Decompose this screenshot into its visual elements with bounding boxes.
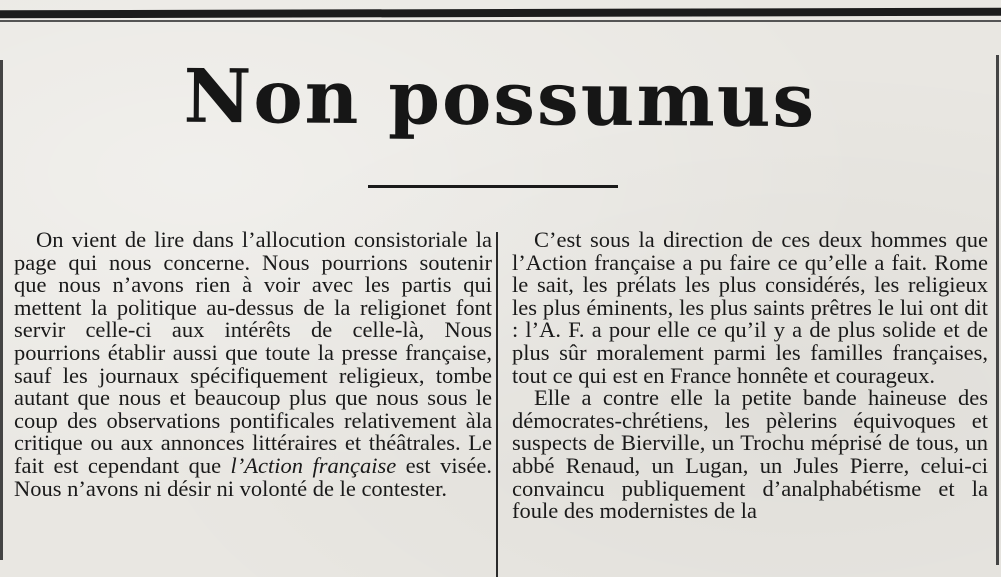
- right-paragraph-1: C’est sous la direction de ces deux hommes que l’Action française a pu faire ce qu’elle a fait. Rome le sait, les prélats les plus considérés, les religieux les plus éminents, les plus saints prêtres le lui ont dit : l’A. F. a pour elle ce qu’il y a de plus solide et de plus sûr moralement parmi les familles françaises, tout ce qui est en France honnête et courageux.: [512, 227, 988, 388]
- left-paragraph: [14, 229, 492, 500]
- headline-underline-rule: [368, 185, 618, 188]
- article-headline: Non possumus: [183, 53, 817, 145]
- right-column-border: [996, 55, 999, 565]
- right-paragraph-2: Elle a contre elle la petite bande haineuse des démocrates-chrétiens, les pèlerins équivoques et suspects de Bierville, un Trochu méprisé de tous, un abbé Renaud, un Lugan, un Jules Pierre, celui-ci convaincu publiquement d’analphabétisme et la foule des modernistes de la: [512, 385, 988, 524]
- column-divider: [496, 232, 498, 577]
- top-border-rule: [0, 8, 1001, 19]
- article-left-column: [14, 229, 492, 500]
- article-right-column: [512, 229, 988, 523]
- top-border-thin-rule: [0, 20, 1001, 22]
- left-paragraph-text-end: est visée. Nous n’avons ni désir ni volonté de le contester.: [14, 452, 492, 501]
- left-paragraph-emphasis: l’Action française: [230, 452, 397, 478]
- left-paragraph-text-start: On vient de lire dans l’allocution consistoriale la page qui nous concerne. Nous pourrions soutenir que nous n’avons rien à voir avec les partis qui mettent la politique au-dessus de la religionet font servir celle-ci aux intérêts de celle-là, Nous pourrions établir aussi que toute la presse française, sauf les journaux spécifiquement religieux, tombe autant que nous et beaucoup plus que nous sous le coup des observations pontificales relativement àla critique ou aux annonces littéraires et théâtrales. Le fait est cependant que: [14, 227, 492, 478]
- left-column-border: [0, 60, 3, 560]
